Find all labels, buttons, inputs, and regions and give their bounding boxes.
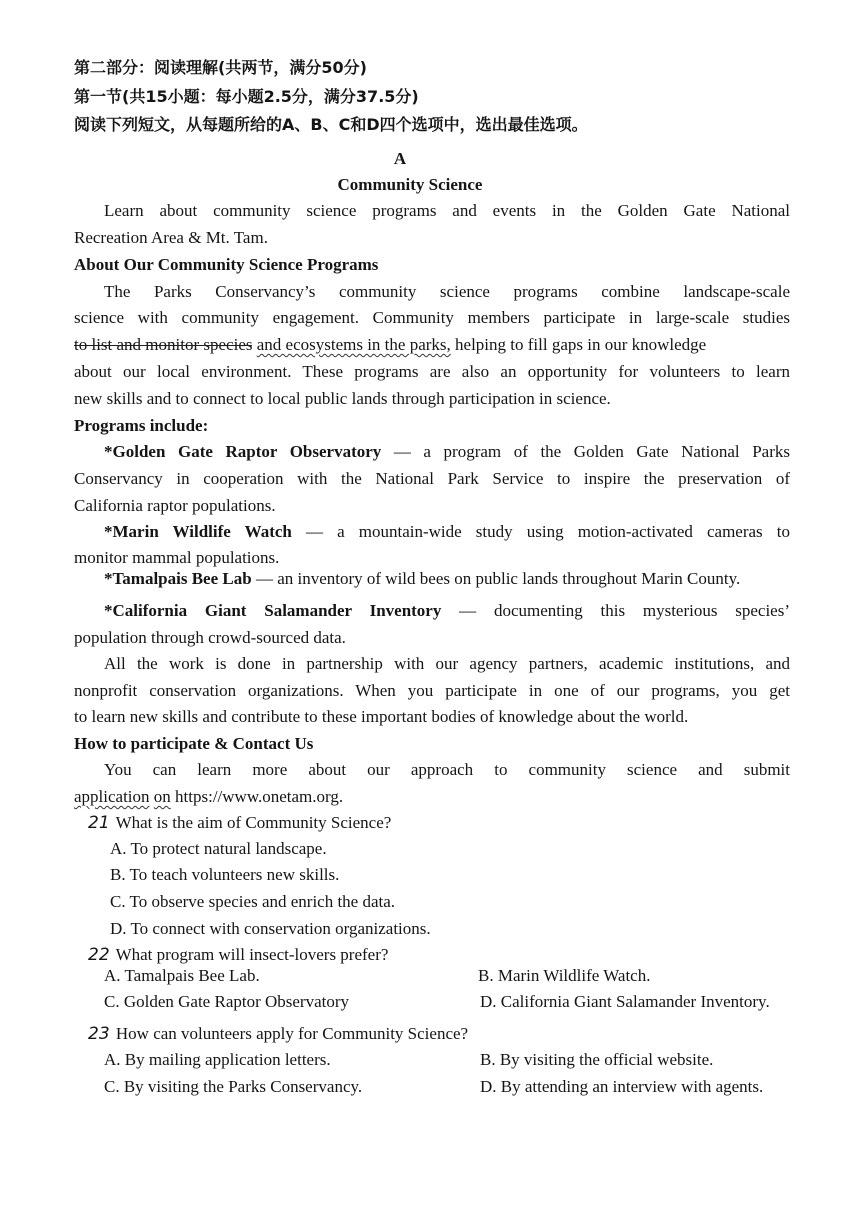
- on-word: on: [153, 787, 171, 806]
- question-number: 22: [88, 945, 110, 965]
- program-1-line-2: Conservancy in cooperation with the National Park Service to inspire the preservation of: [74, 469, 790, 488]
- q22-option-c: C. Golden Gate Raptor Observatory: [104, 992, 350, 1011]
- instruction: 阅读下列短文，从每题所给的A、B、C和D四个选项中，选出最佳选项。: [74, 115, 588, 134]
- about-heading: About Our Community Science Programs: [74, 255, 379, 274]
- program-1-desc: — a program of the Golden Gate National Parks: [393, 442, 790, 461]
- strikethrough-text: to list and monitor species: [74, 335, 253, 354]
- q21-option-b: B. To teach volunteers new skills.: [110, 865, 340, 884]
- wavy-underline-text: and ecosystems in the parks,: [256, 335, 451, 354]
- program-2-line-1: [104, 521, 790, 543]
- question-number: 23: [88, 1024, 110, 1044]
- q23-option-d: D. By attending an interview with agents.: [480, 1077, 764, 1096]
- contact-line-2: [74, 786, 343, 808]
- question-22: [88, 944, 388, 966]
- program-4-line-2: population through crowd-sourced data.: [74, 628, 346, 647]
- about-line-4: about our local environment. These programs are also an opportunity for volunteers to learn: [74, 362, 790, 381]
- passage-label: A: [393, 149, 407, 168]
- contact-heading: How to participate & Contact Us: [74, 734, 314, 753]
- programs-heading: Programs include:: [74, 416, 209, 435]
- q22-option-d: D. California Giant Salamander Inventory.: [480, 992, 770, 1011]
- website-url: https://www.onetam.org.: [175, 787, 344, 806]
- about-line-1: The Parks Conservancy’s community science programs combine landscape-scale: [104, 282, 790, 301]
- program-1-name: *Golden Gate Raptor Observatory: [104, 442, 382, 461]
- question-text: What program will insect-lovers prefer?: [115, 945, 389, 964]
- program-4-name: *California Giant Salamander Inventory: [104, 601, 442, 620]
- program-4-desc: — documenting this mysterious species’: [459, 601, 791, 620]
- q23-option-c: C. By visiting the Parks Conservancy.: [104, 1077, 363, 1096]
- work-line-2: nonprofit conservation organizations. When you participate in one of our programs, you get: [74, 681, 790, 700]
- q23-option-a: A. By mailing application letters.: [104, 1050, 331, 1069]
- work-line-3: to learn new skills and contribute to these important bodies of knowledge about the world.: [74, 707, 689, 726]
- q21-option-a: A. To protect natural landscape.: [110, 839, 327, 858]
- program-3-desc: — an inventory of wild bees on public lands throughout Marin County.: [255, 569, 741, 588]
- question-text: What is the aim of Community Science?: [115, 813, 392, 832]
- about-line-3: [74, 334, 790, 356]
- application-word: application: [74, 787, 150, 806]
- program-4-line-1: [104, 600, 790, 622]
- intro-line-2: Recreation Area & Mt. Tam.: [74, 228, 268, 247]
- q23-option-b: B. By visiting the official website.: [480, 1050, 714, 1069]
- section-title: 第一节(共15小题：每小题2.5分，满分37.5分): [74, 87, 419, 106]
- question-number: 21: [88, 813, 110, 833]
- program-1-line-3: California raptor populations.: [74, 496, 276, 515]
- question-23: [88, 1023, 468, 1045]
- q22-option-a: A. Tamalpais Bee Lab.: [104, 966, 260, 985]
- program-3-name: *Tamalpais Bee Lab: [104, 569, 252, 588]
- q21-option-d: D. To connect with conservation organizations.: [110, 919, 431, 938]
- about-line-2: science with community engagement. Community members participate in large-scale studies: [74, 308, 790, 327]
- q21-option-c: C. To observe species and enrich the data.: [110, 892, 396, 911]
- intro-line-1: Learn about community science programs and events in the Golden Gate National: [104, 201, 790, 220]
- about-line-5: new skills and to connect to local public lands through participation in science.: [74, 389, 611, 408]
- program-1-line-1: [104, 441, 790, 463]
- passage-title: Community Science: [337, 175, 483, 194]
- question-21: [88, 812, 391, 834]
- question-text: How can volunteers apply for Community Science?: [115, 1024, 469, 1043]
- program-3-line-1: [104, 568, 740, 590]
- contact-line-1: You can learn more about our approach to community science and submit: [104, 760, 790, 779]
- program-2-line-2: monitor mammal populations.: [74, 548, 280, 567]
- q22-option-b: B. Marin Wildlife Watch.: [478, 966, 651, 985]
- work-line-1: All the work is done in partnership with our agency partners, academic institutions, and: [104, 654, 790, 673]
- program-2-name: *Marin Wildlife Watch: [104, 522, 292, 541]
- program-2-desc: — a mountain-wide study using motion-activated cameras to: [305, 522, 791, 541]
- part-title: 第二部分：阅读理解(共两节，满分50分): [74, 58, 367, 77]
- about-line-3-rest: helping to fill gaps in our knowledge: [455, 335, 707, 354]
